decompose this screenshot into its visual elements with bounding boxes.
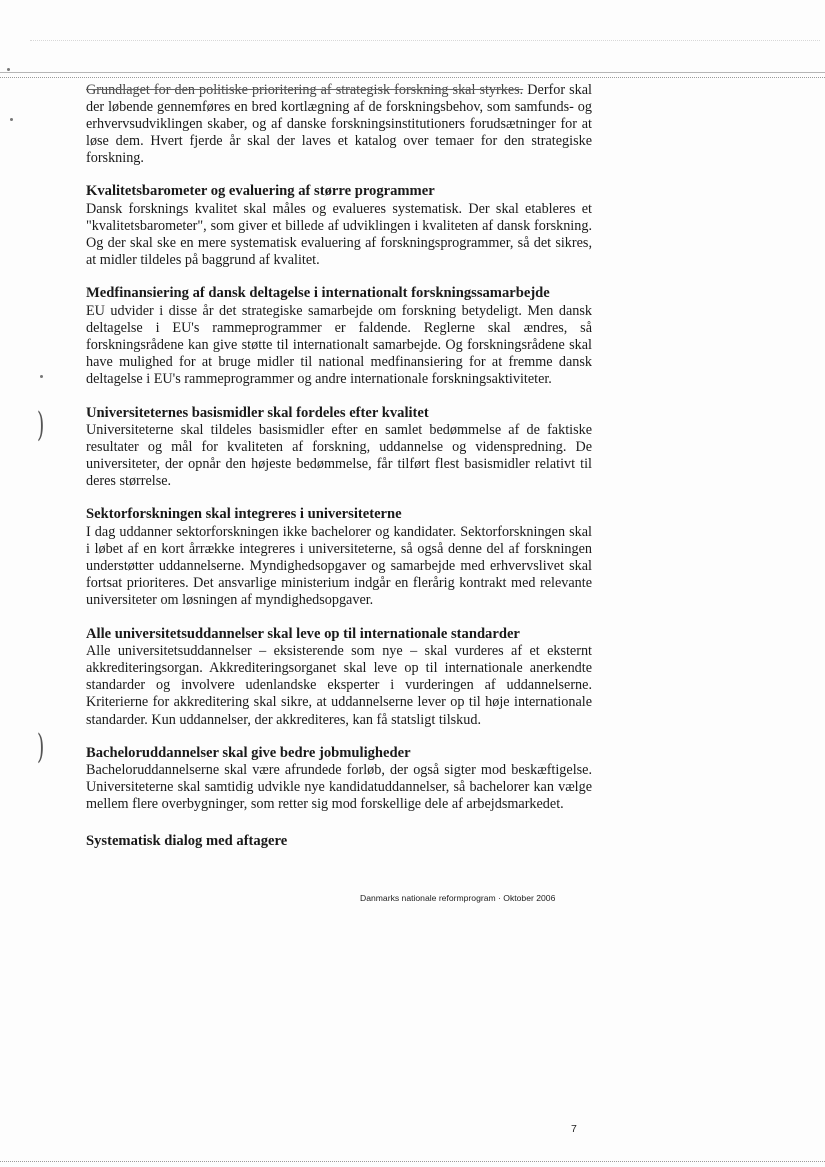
section	[86, 745, 592, 814]
section-heading: Kvalitetsbarometer og evaluering af større programmer	[86, 183, 435, 200]
hole-punch-mark: )	[36, 727, 45, 767]
scan-artifact-line	[30, 40, 820, 41]
page-footer: Danmarks nationale reformprogram · Oktober 2006	[360, 893, 556, 903]
section-heading: Sektorforskningen skal integreres i universiteterne	[86, 506, 402, 523]
section-heading: Alle universitetsuddannelser skal leve op til internationale standarder	[86, 625, 520, 642]
section	[86, 626, 592, 729]
scan-speck	[40, 375, 43, 378]
page-number: 7	[571, 1123, 577, 1135]
section-body: Dansk forsknings kvalitet skal måles og evalueres systematisk. Der skal etableres et "kvalitetsbarometer", som giver et billede af udviklingen i kvaliteten af dansk forskning. Og der skal ske en mere systematisk evaluering af forskningsprogrammer, så det sikres, at midler tildeles på baggrund af kvalitet.	[86, 201, 592, 269]
hole-punch-mark: )	[36, 405, 45, 445]
section-body: Bacheloruddannelserne skal være afrundede forløb, der også sigter mod beskæftigelse. Universiteterne skal samtidig udvikle nye kandidatuddannelser, så bachelorer kan vælge mellem flere overbygninger, som retter sig mod forskellige dele af arbejdsmarkedet.	[86, 762, 592, 813]
section-body: Universiteterne skal tildeles basismidler efter en samlet bedømmelse af de faktiske resultater og mål for kvaliteten af forskning, uddannelse og videnspredning. De universiteter, der opnår den højeste bedømmelse, får tilført flest basismidler relativt til deres størrelse.	[86, 422, 592, 490]
section-body: EU udvider i disse år det strategiske samarbejde om forskning betydeligt. Men dansk deltagelse i EU's rammeprogrammer er faldende. Reglerne skal ændres, så forskningsrådene kan give støtte til internationalt samarbejde. Og forskningsrådene skal have mulighed for at bruge midler til national medfinansiering for at fremme dansk deltagelse i EU's rammeprogrammer og andre internationale forskningsaktiviteter.	[86, 303, 592, 388]
section-heading: Medfinansiering af dansk deltagelse i internationalt forskningssamarbejde	[86, 285, 550, 302]
scan-artifact-line	[0, 1161, 825, 1162]
section	[86, 183, 592, 269]
document-body	[86, 82, 592, 851]
scan-artifact-line	[0, 72, 825, 73]
scan-artifact-line	[0, 77, 825, 78]
scan-speck	[10, 118, 13, 121]
section-heading: Systematisk dialog med aftagere	[86, 833, 288, 850]
section-heading: Universiteternes basismidler skal fordeles efter kvalitet	[86, 404, 429, 421]
section	[86, 285, 592, 388]
section	[86, 405, 592, 491]
scan-speck	[7, 68, 10, 71]
section	[86, 833, 592, 851]
intro-paragraph	[86, 82, 592, 167]
section-body: Alle universitetsuddannelser – eksisterende som nye – skal vurderes af et eksternt akkrediteringsorgan. Akkrediteringsorganet skal leve op til internationale anerkendte standarder og involvere udenlandske eksperter i vurderingen af uddannelserne. Kriterierne for akkreditering skal sikre, at uddannelserne lever op til høje internationale standarder. Kun uddannelser, der akkrediteres, kan få statsligt tilskud.	[86, 643, 592, 728]
section-heading: Bacheloruddannelser skal give bedre jobmuligheder	[86, 744, 411, 761]
section	[86, 506, 592, 609]
intro-lead: Grundlaget for den politiske prioritering af strategisk forskning skal styrkes.	[86, 82, 524, 98]
intro-text: Derfor skal der løbende gennemføres en bred kortlægning af de forskningsbehov, som samfunds- og erhvervsudviklingen skaber, og af danske forskningsinstitutioners forudsætninger for at løse dem. Hvert fjerde år skal der laves et katalog over temaer for den strategiske forskning.	[86, 82, 592, 167]
section-body: I dag uddanner sektorforskningen ikke bachelorer og kandidater. Sektorforskningen skal i løbet af en kort årrække integreres i universiteterne, så også denne del af forskningen understøtter uddannelserne. Myndighedsopgaver og samarbejde med erhvervslivet skal fortsat prioriteres. Det ansvarlige ministerium indgår en flerårig kontrakt med relevante universiteter om løsningen af myndighedsopgaver.	[86, 524, 592, 609]
